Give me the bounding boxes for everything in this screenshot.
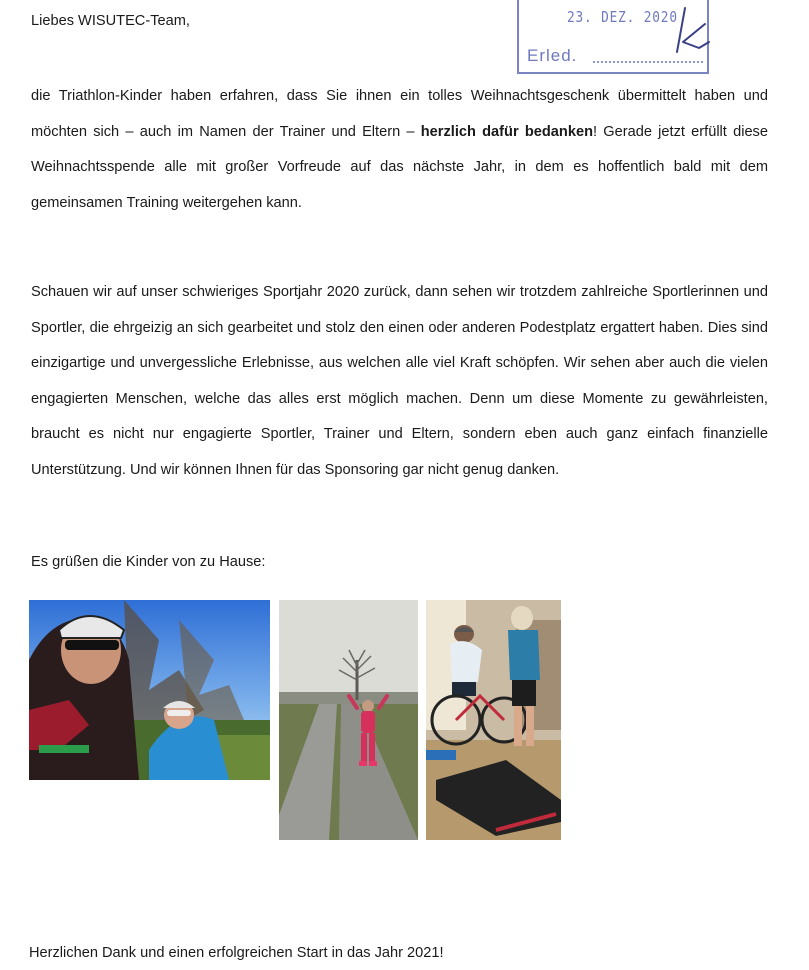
stamp-date: 23. DEZ. 2020 (567, 8, 678, 26)
cycling-selfie-photo (29, 600, 270, 780)
stamp-dotted-line (593, 61, 703, 63)
received-stamp (517, 0, 709, 74)
paragraph-thanks (31, 79, 768, 221)
paragraph-thanks-text-a: die Triathlon-Kinder haben erfahren, dass Sie ihnen ein tolles Weihnachtsgeschenk übermittelt haben und möchten sich – auch im Namen der Trainer und Eltern – (31, 88, 768, 140)
closing-line: Herzlichen Dank und einen erfolgreichen Start in das Jahr 2021! (29, 945, 444, 961)
salutation: Liebes WISUTEC-Team, (31, 13, 190, 29)
paragraph-thanks-bold: herzlich dafür bedanken (420, 123, 593, 140)
indoor-training-photo (426, 600, 561, 840)
stamp-erled-label: Erled. (527, 46, 578, 65)
paragraph-sportjahr: Schauen wir auf unser schwieriges Sportjahr 2020 zurück, dann sehen wir trotzdem zahlreiche Sportlerinnen und Sportler, die ehrgeizig an sich gearbeitet und stolz den einen oder anderen Podestplatz ergattert haben. Dies sind einzigartige und unvergessliche Erlebnisse, aus welchen alle viel Kraft schöpfen. Wir sehen aber auch die vielen engagierten Menschen, welche das alles erst möglich machen. Denn um diese Momente zu gewährleisten, braucht es nicht nur engagierte Sportler, Trainer und Eltern, sondern eben auch ganz einfach finanzielle Unterstützung. Und wir können Ihnen für das Sponsoring gar nicht genug danken. (31, 284, 768, 478)
handwritten-signature (669, 2, 713, 56)
paragraph-thanks-text-b: ! Gerade jetzt erfüllt diese Weihnachtsspende alle mit großer Vorfreude auf das nächste Jahr, in dem es hoffentlich bald mit dem gemeinsamen Training weitergehen kann. (31, 123, 768, 211)
paragraph-greeting: Es grüßen die Kinder von zu Hause: (31, 554, 266, 570)
running-path-photo (279, 600, 418, 840)
